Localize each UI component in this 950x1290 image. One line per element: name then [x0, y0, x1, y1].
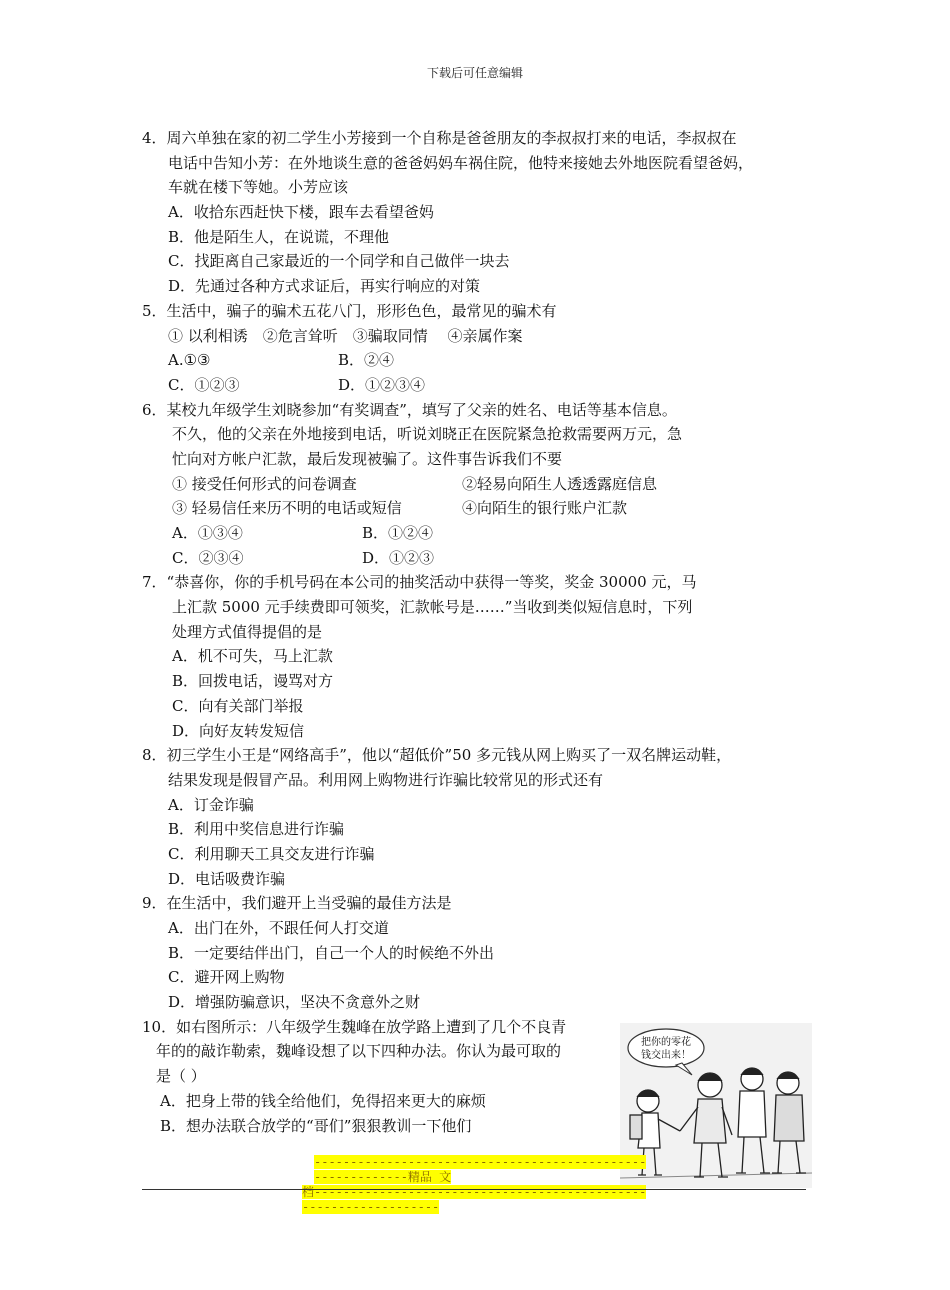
q5-option-a: A.①③ [168, 351, 211, 370]
q5-option-d: D．①②③④ [338, 375, 426, 394]
q4-stem-3: 车就在楼下等她。小芳应该 [168, 178, 349, 197]
q6-item-4: ④向陌生的银行账户汇款 [462, 499, 628, 518]
q10-stem-2: 年的的敲诈勒索，魏峰设想了以下四种办法。你认为最可取的 [156, 1042, 562, 1061]
q6-options-row-1 [142, 521, 822, 546]
q7-stem-1: 7．“恭喜你，你的手机号码在本公司的抽奖活动中获得一等奖，奖金 30000 元，马 [142, 573, 697, 592]
q7-option-a: A．机不可失，马上汇款 [172, 647, 333, 666]
q4-option-a: A．收拾东西赶快下楼，跟车去看望爸妈 [168, 203, 434, 222]
q10-option-a: A．把身上带的钱全给他们，免得招来更大的麻烦 [160, 1091, 486, 1110]
footer-line-2: 档----------------------------------------------------------------- [302, 1185, 647, 1214]
q5-option-c: C．①②③ [168, 375, 240, 394]
bubble-text-1: 把你的零花 [641, 1037, 691, 1048]
q6-options-row-2 [142, 546, 822, 571]
exam-page [142, 126, 822, 1138]
q8-option-a: A．订金诈骗 [168, 795, 254, 814]
q7-option-c: C．向有关部门举报 [172, 696, 304, 715]
speech-bubble [628, 1029, 704, 1067]
q6-item-2: ②轻易向陌生人透透露庭信息 [462, 474, 658, 493]
q5-stem: 5．生活中，骗子的骗术五花八门，形形色色，最常见的骗术有 [142, 301, 557, 320]
q9-option-b: B．一定要结伴出门，自己一个人的时候绝不外出 [168, 943, 495, 962]
q9-option-c: C．避开网上购物 [168, 968, 285, 987]
q4-stem-2: 电话中告知小芳：在外地谈生意的爸爸妈妈车祸住院，他特来接她去外地医院看望爸妈， [168, 153, 754, 172]
q6-stem-3: 忙向对方帐户汇款，最后发现被骗了。这件事告诉我们不要 [172, 449, 563, 468]
page-header: 下载后可任意编辑 [426, 66, 523, 80]
q6-stem-1: 6．某校九年级学生刘晓参加“有奖调查”，填写了父亲的姓名、电话等基本信息。 [142, 400, 677, 419]
q4-option-d: D．先通过各种方式求证后，再实行响应的对策 [168, 277, 481, 296]
q5-options-row-2 [142, 373, 822, 398]
q7-stem-2: 上汇款 5000 元手续费即可领奖，汇款帐号是……”当收到类似短信息时，下列 [172, 598, 693, 617]
q10-option-b: B．想办法联合放学的“哥们”狠狠教训一下他们 [160, 1116, 472, 1135]
cartoon-illustration [620, 1023, 812, 1188]
q4-option-c: C．找距离自己家最近的一个同学和自己做伴一块去 [168, 252, 510, 271]
bubble-text-2: 钱交出来！ [641, 1050, 691, 1061]
q6-option-d: D．①②③ [362, 548, 435, 567]
footer-watermark [302, 1155, 648, 1215]
q5-options-row-1 [142, 348, 822, 373]
q6-item-3: ③ 轻易信任来历不明的电话或短信 [172, 499, 402, 518]
q6-option-a: A．①③④ [172, 524, 243, 542]
q7-stem-3: 处理方式值得提倡的是 [172, 622, 323, 641]
q6-items-row-2 [142, 496, 822, 521]
q8-option-d: D．电话吸费诈骗 [168, 869, 286, 888]
q9-option-a: A．出门在外，不跟任何人打交道 [168, 919, 389, 937]
q10-stem-1: 10．如右图所示：八年级学生魏峰在放学路上遭到了几个不良青 [142, 1017, 567, 1036]
q8-stem-2: 结果发现是假冒产品。利用网上购物进行诈骗比较常见的形式还有 [168, 770, 604, 789]
q7-option-b: B．回拨电话，谩骂对方 [172, 672, 334, 691]
q6-stem-2: 不久，他的父亲在外地接到电话，听说刘晓正在医院紧急抢救需要两万元，急 [172, 425, 683, 444]
q8-option-c: C．利用聊天工具交友进行诈骗 [168, 844, 375, 863]
q6-item-1: ① 接受任何形式的问卷调查 [172, 474, 357, 493]
q8-stem-1: 8．初三学生小王是“网络高手”，他以“超低价”50 多元钱从网上购买了一双名牌运动鞋， [142, 746, 732, 765]
q6-option-c: C．②③④ [172, 548, 244, 567]
q4-stem-1: 4．周六单独在家的初二学生小芳接到一个自称是爸爸朋友的李叔叔打来的电话，李叔叔在 [142, 129, 737, 147]
q8-option-b: B．利用中奖信息进行诈骗 [168, 820, 345, 839]
q9-stem: 9．在生活中，我们避开上当受骗的最佳方法是 [142, 894, 452, 913]
bottom-divider [142, 1189, 806, 1190]
q5-option-b: B．②④ [338, 351, 395, 370]
q9-option-d: D．增强防骗意识，坚决不贪意外之财 [168, 993, 421, 1012]
q6-option-b: B．①②④ [362, 524, 434, 542]
q6-items-row-1 [142, 472, 822, 497]
q10-stem-3: 是（ ） [156, 1067, 206, 1086]
q7-option-d: D．向好友转发短信 [172, 721, 305, 740]
q4-option-b: B．他是陌生人，在说谎，不理他 [168, 227, 390, 246]
footer-line-1: -----------------------------------------------------------精品 文 [314, 1155, 647, 1184]
q5-items: ① 以利相诱 ②危言耸听 ③骗取同情 ④亲属作案 [168, 326, 523, 345]
